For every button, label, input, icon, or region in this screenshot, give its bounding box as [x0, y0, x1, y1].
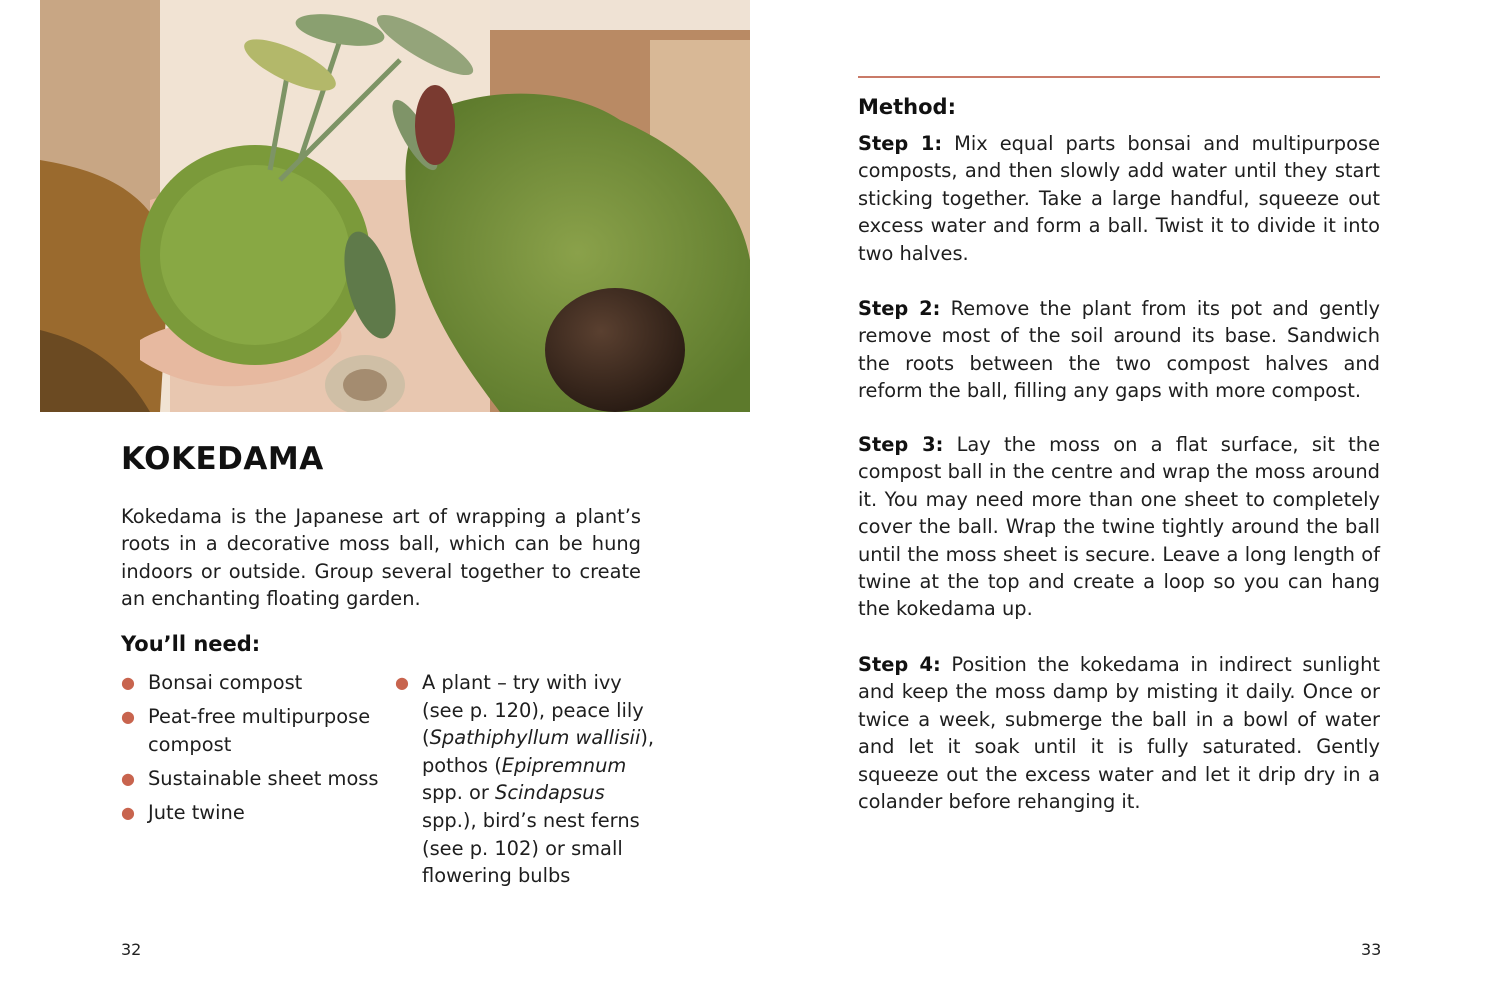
bullet-icon: ●: [121, 768, 135, 788]
bullet-icon: ●: [121, 707, 135, 727]
text-part: A plant – try with ivy (see p. 120), peace lily (: [422, 671, 644, 750]
page-number-right: 33: [1361, 940, 1382, 959]
species-name: Epipremnum: [501, 753, 627, 777]
bullet-icon: ●: [121, 802, 135, 822]
list-item: [121, 669, 391, 697]
species-name: Scindapsus: [495, 781, 605, 805]
text-part: spp.), bird’s nest ferns (see p. 102) or small flowering bulbs: [422, 808, 640, 888]
step-2: [858, 295, 1380, 405]
intro-paragraph: Kokedama is the Japanese art of wrapping a plant’s roots in a decorative moss ball, which can be hung indoors or outside. Group several together to create an enchanting floating garden.: [121, 505, 641, 611]
kokedama-photo-icon: [40, 0, 750, 412]
divider-rule: [858, 76, 1380, 78]
step-1: [858, 130, 1380, 267]
supplies-list: [121, 669, 391, 833]
page-number-left: 32: [121, 940, 142, 959]
youll-need-heading: You’ll need:: [121, 632, 261, 656]
list-item-text: Bonsai compost: [148, 671, 303, 694]
step-text: Lay the moss on a flat surface, sit the compost ball in the centre and wrap the moss around it. You may need more than one sheet to completely cover the ball. Wrap the twine tightly around the ball until the moss sheet is secure. Leave a long length of twine at the top and create a loop so you can hang the kokedama up.: [858, 433, 1380, 621]
step-text: Mix equal parts bonsai and multipurpose composts, and then slowly add water until they start sticking together. Take a large handful, squeeze out excess water and form a ball. Twist it to divide it into two halves.: [858, 132, 1381, 265]
list-item-text: Sustainable sheet moss: [148, 766, 379, 790]
text-part: ), pothos (: [422, 726, 655, 777]
list-item: [395, 669, 655, 890]
list-item-text: Jute twine: [148, 800, 245, 824]
list-item: [121, 799, 391, 827]
step-label: Step 2:: [858, 297, 941, 320]
step-label: Step 1:: [858, 132, 943, 155]
bullet-icon: ●: [121, 673, 135, 692]
list-item-text: [422, 671, 654, 887]
step-text: Remove the plant from its pot and gently remove most of the soil around its base. Sandwich the roots between the two compost halves and reform the ball, filling any gaps with more compost.: [858, 297, 1380, 403]
step-label: Step 4:: [858, 653, 941, 676]
step-text: Position the kokedama in indirect sunlight and keep the moss damp by misting it daily. Once or twice a week, submerge the ball in a bowl of water and let it soak until it is fully saturated. Gently squeeze out the excess water and let it drip dry in a colander before rehanging it.: [858, 653, 1380, 814]
kokedama-photo: [40, 0, 750, 412]
step-3: [858, 431, 1380, 623]
plant-options-list: [395, 669, 655, 896]
step-4: [858, 651, 1380, 815]
list-item: [121, 703, 391, 758]
text-part: spp. or: [422, 781, 496, 805]
method-heading: Method:: [858, 95, 956, 119]
species-name: Spathiphyllum wallisii: [429, 726, 641, 750]
step-label: Step 3:: [858, 433, 944, 456]
page-title: KOKEDAMA: [121, 441, 324, 477]
bullet-icon: ●: [395, 673, 409, 692]
list-item-text: Peat-free multipurpose compost: [148, 705, 371, 756]
list-item: [121, 765, 391, 793]
